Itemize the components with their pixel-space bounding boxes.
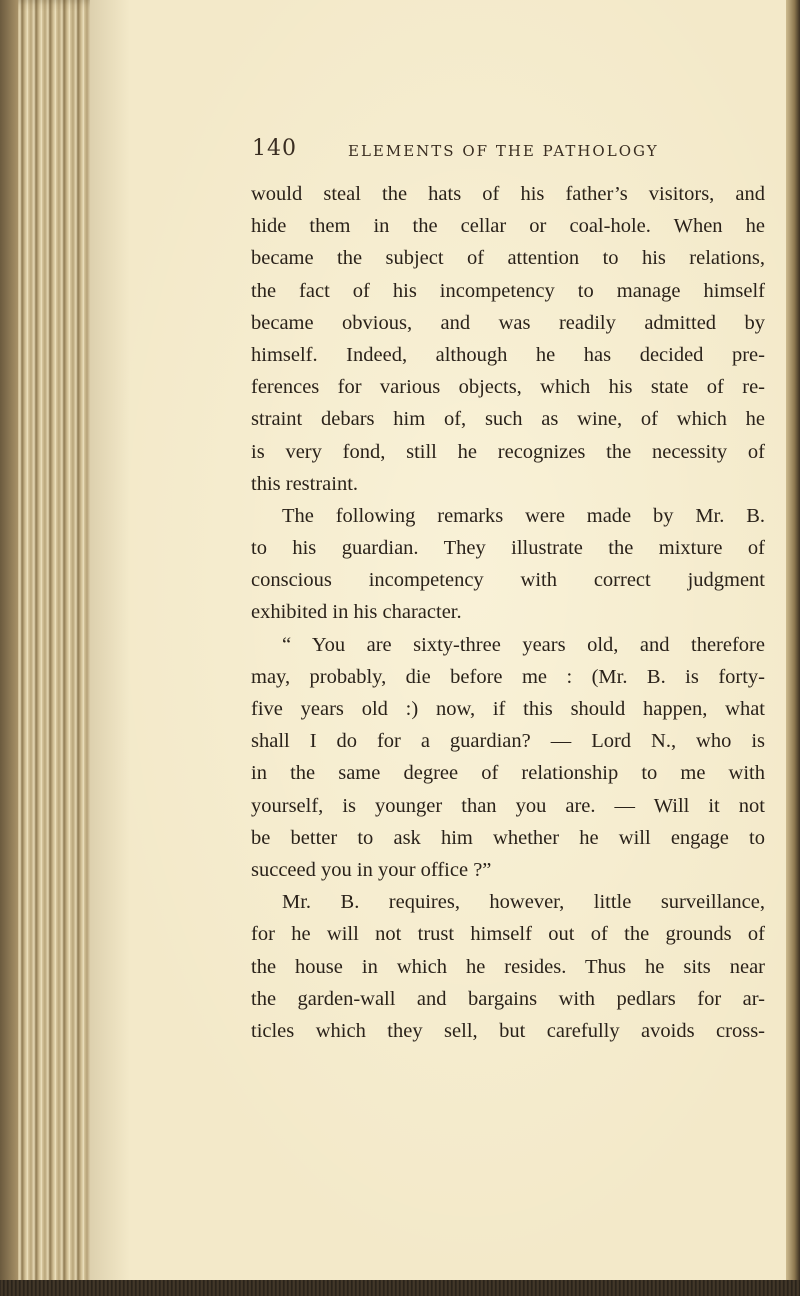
text-line: be better to ask him whether he will engage to [251, 826, 765, 849]
text-line: conscious incompetency with correct judgment [251, 569, 765, 592]
text-line: the garden-wall and bargains with pedlars for ar- [251, 987, 765, 1010]
text-line: exhibited in his character. [251, 601, 462, 624]
text-line: the house in which he resides. Thus he sits near [251, 955, 765, 978]
text-line: straint debars him of, such as wine, of which he [251, 408, 765, 431]
text-line: hide them in the cellar or coal-hole. When he [251, 215, 765, 238]
text-line: became obvious, and was readily admitted by [251, 311, 765, 334]
text-line: would steal the hats of his father’s visitors, and [251, 183, 765, 205]
running-head-title: ELEMENTS OF THE PATHOLOGY [348, 142, 659, 160]
text-line: “ You are sixty-three years old, and therefore [282, 633, 765, 656]
spine-shadow [0, 0, 18, 1296]
text-line: himself. Indeed, although he has decided pre- [251, 343, 765, 366]
text-line: ticles which they sell, but carefully avoids cross- [251, 1019, 765, 1042]
text-line: became the subject of attention to his relations, [251, 247, 765, 270]
text-line: is very fond, still he recognizes the necessity of [251, 440, 765, 463]
page-edge-bottom [0, 1280, 800, 1296]
text-line: to his guardian. They illustrate the mixture of [251, 537, 765, 560]
text-line: ferences for various objects, which his state of re- [251, 376, 765, 399]
text-line: yourself, is younger than you are. — Will it not [251, 794, 765, 817]
text-line: this restraint. [251, 472, 359, 495]
text-line: shall I do for a guardian? — Lord N., who is [251, 730, 765, 753]
page-number: 140 [252, 136, 297, 161]
text-line: in the same degree of relationship to me with [251, 762, 765, 785]
text-line: succeed you in your office ?” [251, 858, 492, 881]
text-line: The following remarks were made by Mr. B. [282, 504, 765, 527]
body-text [251, 178, 765, 1047]
text-line: Mr. B. requires, however, little surveillance, [282, 891, 765, 914]
text-line: may, probably, die before me : (Mr. B. is forty- [251, 665, 765, 688]
text-line: for he will not trust himself out of the grounds of [251, 923, 765, 946]
page-edge-right [786, 0, 800, 1296]
text-line: the fact of his incompetency to manage himself [251, 279, 765, 302]
text-line: five years old :) now, if this should happen, what [251, 698, 765, 720]
